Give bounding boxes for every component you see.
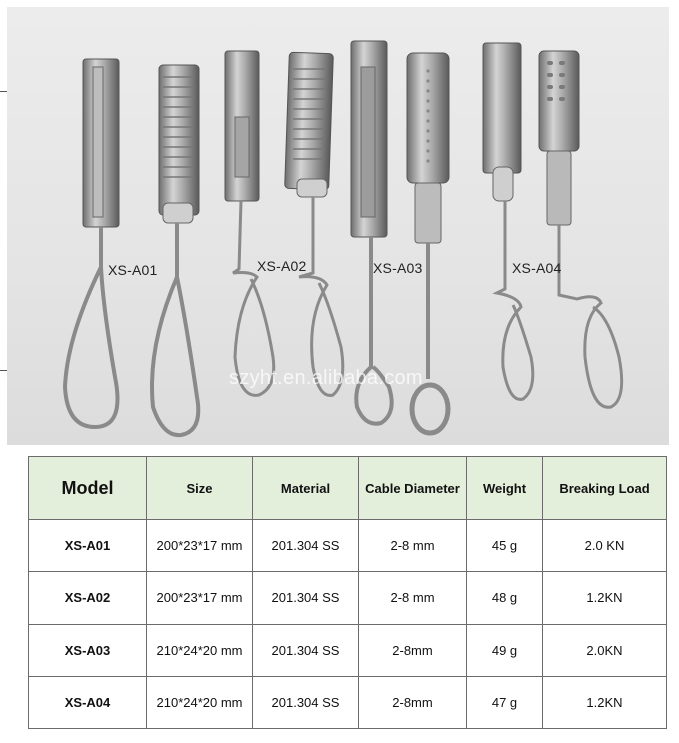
cell-material: 201.304 SS (253, 520, 359, 572)
cell-size: 210*24*20 mm (147, 624, 253, 676)
clamp-label-xs-a01: XS-A01 (108, 262, 158, 278)
cell-material: 201.304 SS (253, 572, 359, 624)
cell-cable-diameter: 2-8 mm (359, 572, 467, 624)
table-row (29, 520, 667, 572)
clamp-xs-a01-b (152, 65, 199, 435)
header-cable-diameter: Cable Diameter (359, 457, 467, 520)
product-photo (7, 7, 669, 445)
clamp-xs-a04-b (539, 51, 622, 407)
cell-cable-diameter: 2-8mm (359, 676, 467, 728)
clamp-xs-a02 (225, 51, 274, 395)
cell-material: 201.304 SS (253, 676, 359, 728)
cell-weight: 48 g (467, 572, 543, 624)
table-row (29, 572, 667, 624)
clamp-xs-a04 (483, 43, 533, 399)
cell-material: 201.304 SS (253, 624, 359, 676)
header-size: Size (147, 457, 253, 520)
cell-size: 200*23*17 mm (147, 572, 253, 624)
table-row (29, 624, 667, 676)
cell-cable-diameter: 2-8mm (359, 624, 467, 676)
cell-size: 200*23*17 mm (147, 520, 253, 572)
spec-table (28, 456, 667, 729)
cell-size: 210*24*20 mm (147, 676, 253, 728)
clamp-xs-a01 (65, 59, 119, 427)
cell-breaking-load: 1.2KN (543, 676, 667, 728)
clamp-xs-a02-b (285, 52, 343, 395)
table-header-row (29, 457, 667, 520)
cell-cable-diameter: 2-8 mm (359, 520, 467, 572)
clamp-label-xs-a04: XS-A04 (512, 260, 562, 276)
cell-model: XS-A01 (29, 520, 147, 572)
clamp-label-xs-a02: XS-A02 (257, 258, 307, 274)
header-material: Material (253, 457, 359, 520)
cell-breaking-load: 2.0 KN (543, 520, 667, 572)
cell-weight: 49 g (467, 624, 543, 676)
clamp-label-xs-a03: XS-A03 (373, 260, 423, 276)
watermark-text: szyht.en.alibaba.com (229, 367, 423, 389)
cell-breaking-load: 1.2KN (543, 572, 667, 624)
cell-breaking-load: 2.0KN (543, 624, 667, 676)
cell-weight: 47 g (467, 676, 543, 728)
cell-model: XS-A04 (29, 676, 147, 728)
cell-model: XS-A03 (29, 624, 147, 676)
header-breaking-load: Breaking Load (543, 457, 667, 520)
cell-weight: 45 g (467, 520, 543, 572)
header-model: Model (29, 457, 147, 520)
table-row (29, 676, 667, 728)
cell-model: XS-A02 (29, 572, 147, 624)
header-weight: Weight (467, 457, 543, 520)
